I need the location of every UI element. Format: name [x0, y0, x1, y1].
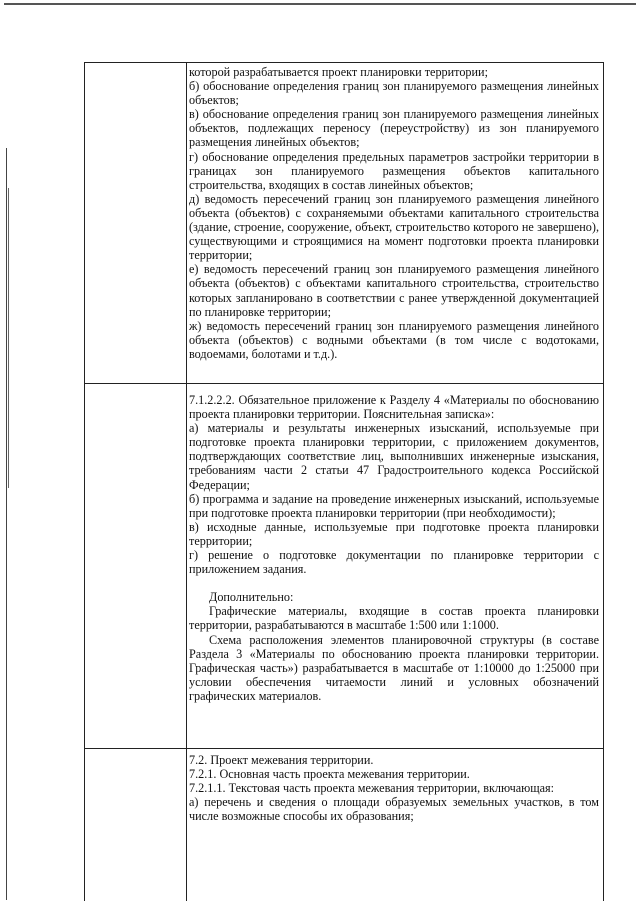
additional-paragraph-1: Графические материалы, входящие в состав проекта планировки территории, разрабатываются в масштабе 1:500 или 1:1000. — [189, 604, 599, 633]
block2-cell — [189, 393, 599, 703]
block3-line-2: 7.2.1.1. Текстовая часть проекта межевания территории, включающая: — [189, 781, 555, 796]
block1-line-6: ж) ведомость пересечений границ зон планируемого размещения линейного объекта (объектов) с водными объектами (в том числе с водотоками, водоемами, болотами и т.д.). — [189, 318, 599, 361]
block3-line-1: 7.2.1. Основная часть проекта межевания территории. — [189, 767, 470, 782]
block2-heading: 7.1.2.2.2. Обязательное приложение к Разделу 4 «Материалы по обоснованию проекта планировки территории. Пояснительная записка»: — [189, 393, 599, 422]
block1-line-2: в) обоснование определения границ зон планируемого размещения линейных объектов, подлежащих переносу (переустройству) из зон планируемого размещения линейных объектов; — [189, 107, 599, 150]
row-divider-1 — [85, 383, 603, 384]
block2-item-b: б) программа и задание на проведение инженерных изысканий, используемые при подготовке проекта планировки территории (при необходимости); — [189, 491, 599, 520]
block2-item-a: а) материалы и результаты инженерных изысканий, используемые при подготовке проекта планировки территории, с приложением документов, подтверждающих соответствие лиц, выполнивших инженерные изыскания, требованиям части 2 статьи 47 Градостроительного кодекса Российской Федерации; — [189, 421, 599, 492]
spacer — [189, 576, 599, 590]
block1-line-5: е) ведомость пересечений границ зон планируемого размещения линейного объекта (объектов) с объектами капитального строительства, строительство которых запланировано в соответствии с ранее утвержденной документацией по планировке территории; — [189, 262, 599, 319]
scan-margin-marks — [6, 148, 9, 900]
block1-line-3: г) обоснование определения предельных параметров застройки территории в границах зон планируемого размещения объектов капитального строительства, входящих в состав линейных объектов; — [189, 149, 599, 192]
block3-line-3: а) перечень и сведения о площади образуемых земельных участков, в том числе возможные способы их образования; — [189, 795, 599, 824]
block1-line-1: б) обоснование определения границ зон планируемого размещения линейных объектов; — [189, 79, 599, 108]
scan-top-edge — [4, 3, 636, 5]
additional-paragraph-2: Схема расположения элементов планировочной структуры (в составе Раздела 3 «Материалы по обоснованию проекта планировки территории. Графическая часть») разрабатывается в масштабе от 1:10000 до 1:25000 при условии обеспечения читаемости линий и условных обозначений графических материалов. — [189, 632, 599, 703]
additional-label: Дополнительно: — [209, 590, 294, 605]
block1-cell — [189, 65, 599, 361]
block2-item-c: в) исходные данные, используемые при подготовке проекта планировки территории; — [189, 519, 599, 548]
row-divider-2 — [85, 748, 603, 749]
block1-line-0: которой разрабатывается проект планировки территории; — [189, 65, 488, 79]
column-divider — [186, 63, 187, 901]
block3-line-0: 7.2. Проект межевания территории. — [189, 753, 374, 767]
block3-cell — [189, 753, 599, 823]
block1-line-4: д) ведомость пересечений границ зон планируемого размещения линейного объекта (объектов) с сохраняемыми объектами капитального строительства (здание, строение, сооружение, объект, строительство которого не завершено), существующими и строящимися на момент подготовки проекта планировки территории; — [189, 191, 599, 263]
document-table — [84, 62, 604, 901]
block2-item-d: г) решение о подготовке документации по планировке территории с приложением задания. — [189, 548, 599, 577]
